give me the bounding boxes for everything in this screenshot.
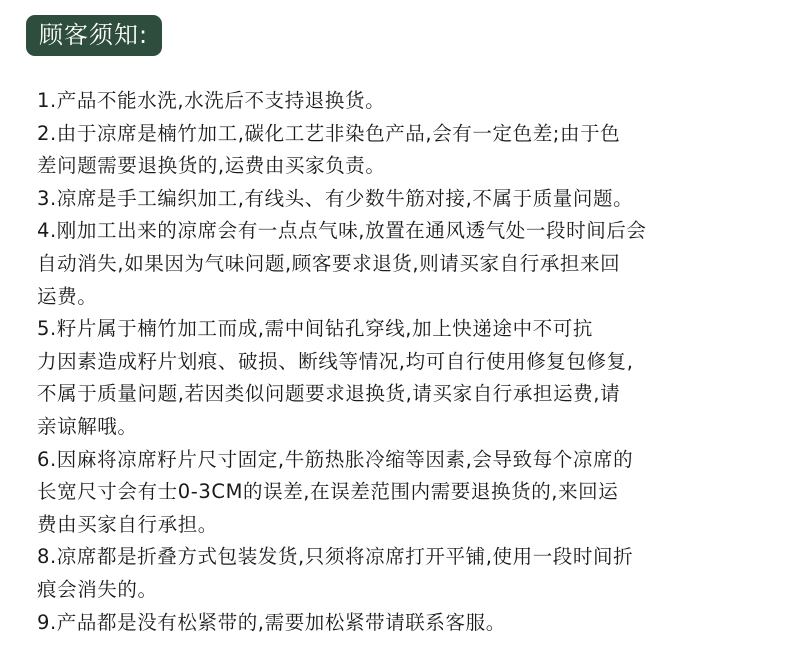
notice-line: 运费。 (37, 284, 98, 308)
notice-line: 不属于质量问题,若因类似问题要求退换货,请买家自行承担运费,请 (37, 382, 621, 406)
notice-line: 亲谅解哦。 (37, 414, 138, 438)
notice-line: 力因素造成籽片划痕、破损、断线等情况,均可自行使用修复包修复, (37, 349, 634, 373)
notice-line: 痕会消失的。 (37, 577, 158, 601)
notice-line: 3.凉席是手工编织加工,有线头、有少数牛筋对接,不属于质量问题。 (37, 186, 634, 210)
notice-line: 长宽尺寸会有士0-3CM的误差,在误差范围内需要退换货的,来回运 (37, 480, 619, 504)
notice-line: 差问题需要退换货的,运费由买家负责。 (37, 154, 386, 178)
notice-header-badge (26, 15, 162, 56)
notice-list (37, 85, 767, 639)
notice-line: 5.籽片属于楠竹加工而成,需中间钻孔穿线,加上快递途中不可抗 (37, 317, 594, 341)
notice-line: 2.由于凉席是楠竹加工,碳化工艺非染色产品,会有一定色差;由于色 (37, 121, 621, 145)
notice-line: 9.产品都是没有松紧带的,需要加松紧带请联系客服。 (37, 610, 506, 634)
notice-line: 自动消失,如果因为气味问题,顾客要求退货,则请买家自行承担来回 (37, 251, 621, 275)
notice-line: 6.因麻将凉席籽片尺寸固定,牛筋热胀冷缩等因素,会导致每个凉席的 (37, 447, 634, 471)
notice-line: 8.凉席都是折叠方式包装发货,只须将凉席打开平铺,使用一段时间折 (37, 545, 634, 569)
page-title: 顾客须知: (39, 21, 149, 49)
notice-line: 4.刚加工出来的凉席会有一点点气味,放置在通风透气处一段时间后会 (37, 219, 647, 243)
notice-line: 1.产品不能水洗,水洗后不支持退换货。 (37, 89, 386, 112)
notice-line: 费由买家自行承担。 (37, 512, 218, 536)
